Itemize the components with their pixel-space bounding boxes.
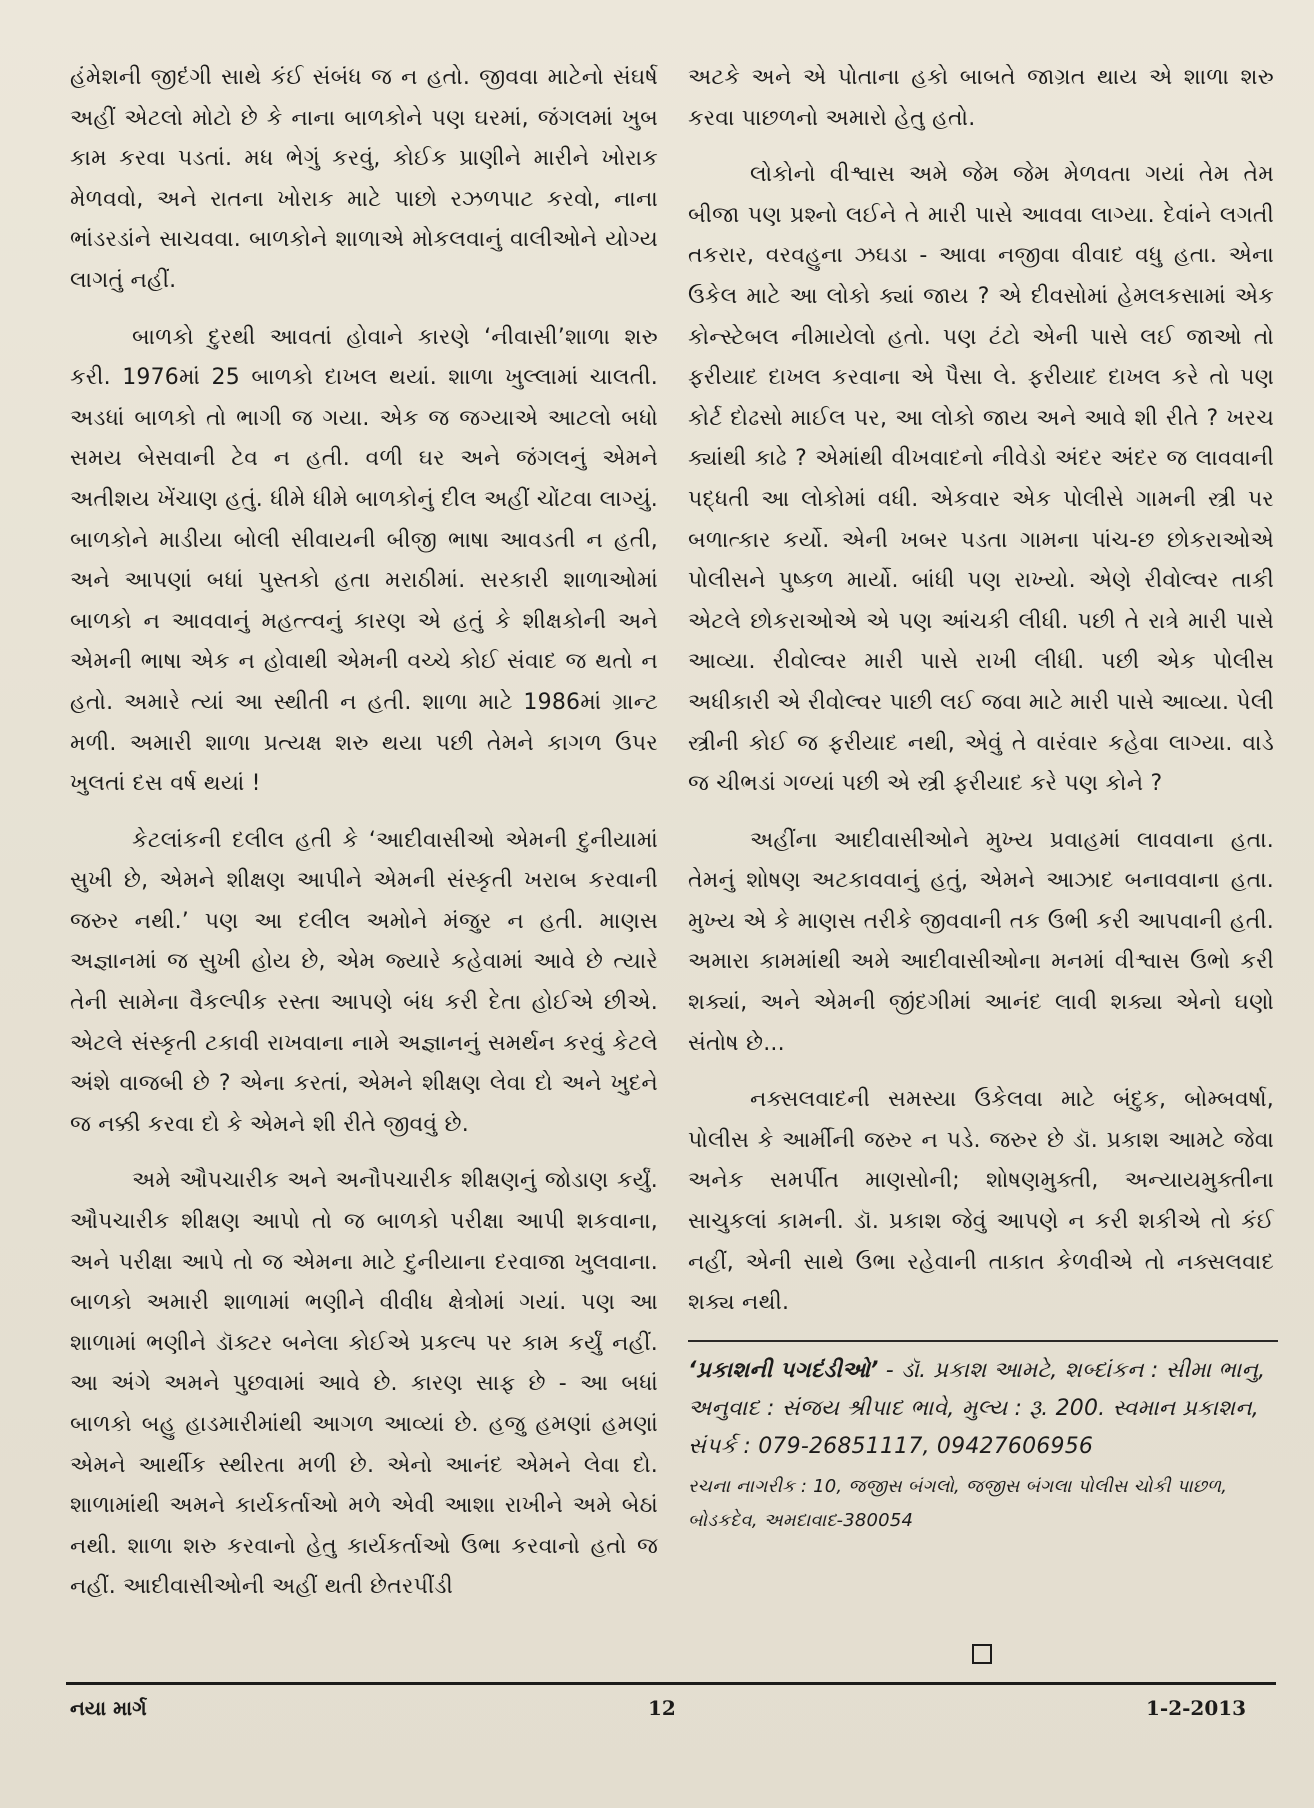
publication-name: નયા માર્ગ [70, 1696, 147, 1720]
left-column [70, 58, 658, 1624]
book-credit [688, 1352, 1274, 1466]
paragraph-8: નક્સલવાદની સમસ્યા ઉકેલવા માટે બંદુક, બોમ્બવર્ષા, પોલીસ કે આર્મીની જરુર ન પડે. જરુર છે ડૉ. પ્રકાશ આમટે જેવા અનેક સમર્પીત માણસોની; શોષણમુક્તી, અન્યાયમુક્તીના સાચુકલાં કામની. ડૉ. પ્રકાશ જેવું આપણે ન કરી શકીએ તો કંઈ નહીં, એની સાથે ઉભા રહેવાની તાકાત કેળવીએ તો નક્સલવાદ શક્ય નથી. [688, 1087, 1274, 1316]
page-number: 12 [648, 1696, 676, 1720]
paragraph-3: કેટલાંકની દલીલ હતી કે ‘આદીવાસીઓ એમની દુનીયામાં સુખી છે, એમને શીક્ષણ આપીને એમની સંસ્કૃતી ખરાબ કરવાની જરુર નથી.’ પણ આ દલીલ અમોને મંજુર ન હતી. માણસ અજ્ઞાનમાં જ સુખી હોય છે, એમ જ્યારે કહેવામાં આવે છે ત્યારે તેની સામેના વૈકલ્પીક રસ્તા આપણે બંધ કરી દેતા હોઈએ છીએ. એટલે સંસ્કૃતી ટકાવી રાખવાના નામે અજ્ઞાનનું સમર્થન કરવું કેટલે અંશે વાજબી છે ? એના કરતાં, એમને શીક્ષણ લેવા દો અને ખુદને જ નક્કી કરવા દો કે એમને શી રીતે જીવવું છે. [70, 827, 658, 1137]
paragraph-7: અહીંના આદીવાસીઓને મુખ્ય પ્રવાહમાં લાવવાના હતા. તેમનું શોષણ અટકાવવાનું હતું, એમને આઝાદ બનાવવાના હતા. મુખ્ય એ કે માણસ તરીકે જીવવાની તક ઉભી કરી આપવાની હતી. અમારા કામમાંથી અમે આદીવાસીઓના મનમાં વીશ્વાસ ઉભો કરી શક્યાં, અને એમની જીંદગીમાં આનંદ લાવી શક્યા એનો ઘણો સંતોષ છે... [688, 827, 1274, 1056]
book-details: - ડૉ. પ્રકાશ આમટે, શબ્દાંકન : સીમા ભાનુ, અનુવાદ : સંજય શ્રીપાદ ભાવે, મુલ્ય : રૂ. 200. સ્વમાન પ્રકાશન, સંપર્ક : 079-26851117, 09427606956 [688, 1357, 1266, 1459]
paragraph-5: અટકે અને એ પોતાના હકો બાબતે જાગ્રત થાય એ શાળા શરુ કરવા પાછળનો અમારો હેતુ હતો. [688, 65, 1274, 131]
compiler-address: રચના નાગરીક : 10, જજીસ બંગલો, જજીસ બંગલા પોલીસ ચોકી પાછળ, બોડકદેવ, અમદાવાદ-380054 [688, 1475, 1228, 1531]
issue-date: 1-2-2013 [1146, 1696, 1247, 1720]
paragraph-2: બાળકો દુરથી આવતાં હોવાને કારણે ‘નીવાસી’શાળા શરુ કરી. 1976માં 25 બાળકો દાખલ થયાં. શાળા ખુલ્લામાં ચાલતી. અડધાં બાળકો તો ભાગી જ ગયા. એક જ જગ્યાએ આટલો બધો સમય બેસવાની ટેવ ન હતી. વળી ઘર અને જંગલનું એમને અતીશય ખેંચાણ હતું. ધીમે ધીમે બાળકોનું દીલ અહીં ચોંટવા લાગ્યું. બાળકોને માડીયા બોલી સીવાયની બીજી ભાષા આવડતી ન હતી, અને આપણાં બધાં પુસ્તકો હતા મરાઠીમાં. સરકારી શાળાઓમાં બાળકો ન આવવાનું મહત્ત્વનું કારણ એ હતું કે શીક્ષકોની અને એમની ભાષા એક ન હોવાથી એમની વચ્ચે કોઈ સંવાદ જ થતો ન હતો. અમારે ત્યાં આ સ્થીતી ન હતી. શાળા માટે 1986માં ગ્રાન્ટ મળી. અમારી શાળા પ્રત્યક્ષ શરુ થયા પછી તેમને કાગળ ઉપર ખુલતાં દસ વર્ષ થયાં ! [70, 324, 658, 797]
footer-divider [66, 1682, 1276, 1685]
paragraph-1: હંમેશની જીદંગી સાથે કંઈ સંબંધ જ ન હતો. જીવવા માટેનો સંઘર્ષ અહીં એટલો મોટો છે કે નાના બાળકોને પણ ઘરમાં, જંગલમાં ખુબ કામ કરવા પડતાં. મધ ભેગું કરવું, કોઈક પ્રાણીને મારીને ખોરાક મેળવવો, અને રાતના ખોરાક માટે પાછો રઝળપાટ કરવો, નાના ભાંડરડાંને સાચવવા. બાળકોને શાળાએ મોકલવાનું વાલીઓને યોગ્ય લાગતું નહીં. [70, 65, 658, 293]
end-of-article-icon [972, 1644, 992, 1664]
book-title: ‘પ્રકાશની પગદંડીઓ’ [688, 1357, 879, 1383]
paragraph-6: લોકોનો વીશ્વાસ અમે જેમ જેમ મેળવતા ગયાં તેમ તેમ બીજા પણ પ્રશ્નો લઈને તે મારી પાસે આવવા લાગ્યા. દેવાંને લગતી તકરાર, વરવહુના ઝઘડા - આવા નજીવા વીવાદ વધુ હતા. એના ઉકેલ માટે આ લોકો ક્યાં જાય ? એ દીવસોમાં હેમલકસામાં એક કોન્સ્ટેબલ નીમાયેલો હતો. પણ ટંટો એની પાસે લઈ જાઓ તો ફરીયાદ દાખલ કરવાના એ પૈસા લે. ફરીયાદ દાખલ કરે તો પણ કોર્ટ દોઢસો માઈલ પર, આ લોકો જાય અને આવે શી રીતે ? ખરચ ક્યાંથી કાઢે ? એમાંથી વીખવાદનો નીવેડો અંદર અંદર જ લાવવાની પદ્ધતી આ લોકોમાં વધી. એકવાર એક પોલીસે ગામની સ્ત્રી પર બળાત્કાર કર્યો. એની ખબર પડતા ગામના પાંચ-છ છોકરાઓએ પોલીસને પુષ્કળ માર્યો. બાંધી પણ રાખ્યો. એણે રીવોલ્વર તાકી એટલે છોકરાઓએ એ પણ આંચકી લીધી. પછી તે રાત્રે મારી પાસે આવ્યા. રીવોલ્વર મારી પાસે રાખી લીધી. પછી એક પોલીસ અધીકારી એ રીવોલ્વર પાછી લઈ જવા માટે મારી પાસે આવ્યા. પેલી સ્ત્રીની કોઈ જ ફરીયાદ નથી, એવું તે વારંવાર કહેવા લાગ્યા. વાડે જ ચીભડાં ગળ્યાં પછી એ સ્ત્રી ફરીયાદ કરે પણ કોને ? [688, 162, 1274, 797]
paragraph-4: અમે ઔપચારીક અને અનૌપચારીક શીક્ષણનું જોડાણ કર્યું. ઔપચારીક શીક્ષણ આપો તો જ બાળકો પરીક્ષા આપી શકવાના, અને પરીક્ષા આપે તો જ એમના માટે દુનીયાના દરવાજા ખુલવાના. બાળકો અમારી શાળામાં ભણીને વીવીધ ક્ષેત્રોમાં ગયાં. પણ આ શાળામાં ભણીને ડૉક્ટર બનેલા કોઈએ પ્રકલ્પ પર કામ કર્યું નહીં. આ અંગે અમને પુછવામાં આવે છે. કારણ સાફ છે - આ બધાં બાળકો બહુ હાડમારીમાંથી આગળ આવ્યાં છે. હજુ હમણાં હમણાં એમને આર્થીક સ્થીરતા મળી છે. એનો આનંદ એમને લેવા દો. શાળામાંથી અમને કાર્યકર્તાઓ મળે એવી આશા રાખીને અમે બેઠાં નથી. શાળા શરુ કરવાનો હેતુ કાર્યકર્તાઓ ઉભા કરવાનો હતો જ નહીં. આદીવાસીઓની અહીં થતી છેતરપીંડી [70, 1168, 658, 1600]
right-column [688, 58, 1274, 1538]
credit-divider [688, 1340, 1278, 1342]
